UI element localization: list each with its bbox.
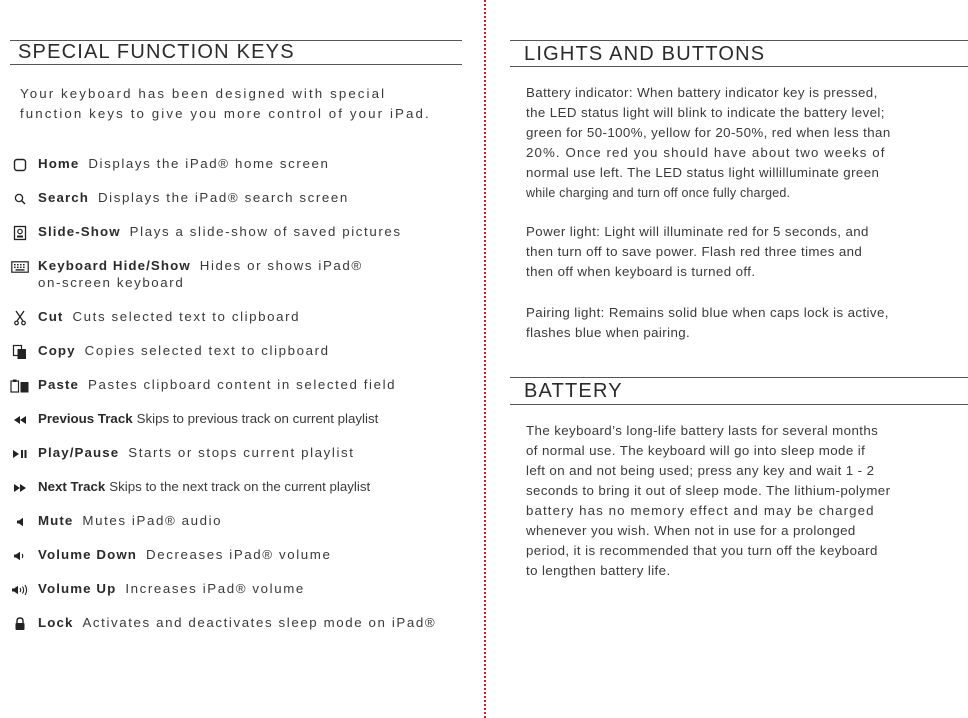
function-key-lock	[10, 611, 465, 643]
center-dotted-divider	[484, 0, 486, 718]
key-name: Copy	[38, 343, 76, 358]
previous-track-icon	[10, 412, 30, 428]
key-description: Pastes clipboard content in selected field	[87, 377, 397, 392]
copy-icon	[10, 344, 30, 360]
paragraph-line: Power light: Light will illuminate red for 5 seconds, and	[526, 224, 869, 239]
key-name: Keyboard Hide/Show	[38, 258, 191, 273]
paragraph-line: 20%. Once red you should have about two weeks of	[526, 145, 886, 160]
battery-title-rule-bottom	[510, 404, 968, 405]
paragraph-line: seconds to bring it out of sleep mode. The lithium-polymer	[526, 483, 891, 498]
intro-text	[20, 84, 460, 124]
key-name: Paste	[38, 377, 79, 392]
paragraph-line: period, it is recommended that you turn off the keyboard	[526, 543, 878, 558]
function-key-copy	[10, 339, 465, 371]
special-function-keys-title: SPECIAL FUNCTION KEYS	[18, 41, 295, 63]
key-description: Plays a slide-show of saved pictures	[129, 224, 402, 239]
volume-up-icon	[10, 582, 30, 598]
keyboard-icon	[10, 259, 30, 275]
paragraph-line: then off when keyboard is turned off.	[526, 264, 756, 279]
function-key-cut	[10, 305, 465, 337]
lights-title-rule-top	[510, 40, 968, 41]
next-track-icon	[10, 480, 30, 496]
key-description: Increases iPad® volume	[125, 581, 305, 596]
function-key-keyboard-hide-show	[10, 254, 465, 298]
mute-icon	[10, 514, 30, 530]
key-description: Cuts selected text to clipboard	[72, 309, 301, 324]
paragraph-line: Battery indicator: When battery indicator key is pressed,	[526, 85, 878, 100]
function-key-home	[10, 152, 465, 184]
key-name: Next Track	[38, 479, 106, 494]
paragraph-line: left on and not being used; press any key and wait 1 - 2	[526, 463, 875, 478]
key-name: Volume Down	[38, 547, 138, 562]
paragraph-line: whenever you wish. When not in use for a prolonged	[526, 523, 856, 538]
paragraph-line: normal use left. The LED status light willilluminate green	[526, 165, 880, 180]
battery-indicator-paragraph	[526, 83, 954, 203]
paragraph-line: Pairing light: Remains solid blue when caps lock is active,	[526, 305, 889, 320]
key-description-continued: on-screen keyboard	[38, 275, 185, 290]
function-key-previous-track	[10, 407, 465, 439]
pairing-light-paragraph	[526, 303, 954, 343]
battery-title-rule-top	[510, 377, 968, 378]
title-rule-bottom	[10, 64, 462, 65]
function-key-mute	[10, 509, 465, 541]
paragraph-line: while charging and turn off once fully charged.	[526, 186, 791, 200]
key-name: Slide-Show	[38, 224, 121, 239]
lights-and-buttons-title: LIGHTS AND BUTTONS	[524, 43, 766, 65]
volume-down-icon	[10, 548, 30, 564]
slideshow-icon	[10, 225, 30, 241]
key-description: Skips to previous track on current playlist	[136, 411, 379, 426]
function-key-volume-down	[10, 543, 465, 575]
key-description: Displays the iPad® search screen	[97, 190, 349, 205]
key-description: Copies selected text to clipboard	[84, 343, 330, 358]
key-description: Mutes iPad® audio	[82, 513, 223, 528]
paste-icon	[10, 378, 30, 394]
function-key-play-pause	[10, 441, 465, 473]
battery-title: BATTERY	[524, 380, 623, 402]
key-description: Skips to the next track on the current playlist	[109, 479, 371, 494]
paragraph-line: of normal use. The keyboard will go into sleep mode if	[526, 443, 866, 458]
key-name: Play/Pause	[38, 445, 120, 460]
key-name: Mute	[38, 513, 74, 528]
intro-line: function keys to give you more control of your iPad.	[20, 106, 431, 121]
paragraph-line: green for 50-100%, yellow for 20-50%, red when less than	[526, 125, 891, 140]
key-description: Starts or stops current playlist	[128, 445, 355, 460]
function-key-slide-show	[10, 220, 465, 252]
paragraph-line: The keyboard’s long-life battery lasts for several months	[526, 423, 879, 438]
paragraph-line: battery has no memory effect and may be charged	[526, 503, 875, 518]
key-name: Cut	[38, 309, 64, 324]
lock-icon	[10, 616, 30, 632]
scissors-icon	[10, 310, 30, 326]
paragraph-line: then turn off to save power. Flash red three times and	[526, 244, 863, 259]
key-name: Volume Up	[38, 581, 117, 596]
paragraph-line: flashes blue when pairing.	[526, 325, 691, 340]
key-name: Search	[38, 190, 89, 205]
play-pause-icon	[10, 446, 30, 462]
intro-line: Your keyboard has been designed with special	[20, 86, 387, 101]
key-description: Displays the iPad® home screen	[88, 156, 330, 171]
key-name: Previous Track	[38, 411, 133, 426]
home-square-icon	[10, 157, 30, 173]
key-description: Activates and deactivates sleep mode on iPad®	[82, 615, 437, 630]
search-icon	[10, 191, 30, 207]
key-description: Hides or shows iPad®	[199, 258, 363, 273]
function-key-next-track	[10, 475, 465, 507]
lights-title-rule-bottom	[510, 66, 968, 67]
battery-paragraph	[526, 421, 954, 581]
key-name: Lock	[38, 615, 74, 630]
function-key-volume-up	[10, 577, 465, 609]
function-key-paste	[10, 373, 465, 405]
key-name: Home	[38, 156, 80, 171]
paragraph-line: the LED status light will blink to indicate the battery level;	[526, 105, 885, 120]
function-key-search	[10, 186, 465, 218]
paragraph-line: to lengthen battery life.	[526, 563, 671, 578]
power-light-paragraph	[526, 222, 954, 282]
key-description: Decreases iPad® volume	[146, 547, 332, 562]
